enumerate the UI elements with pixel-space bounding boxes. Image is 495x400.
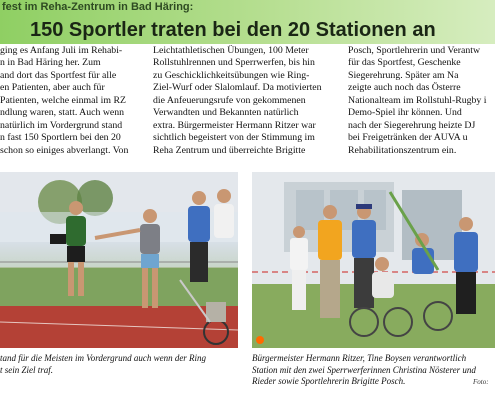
text-line: Posch, Sportlehrerin und Verantw <box>348 45 481 56</box>
text-line: n in Bad Häring her. Zum <box>0 57 101 69</box>
text-line: schon so einiges abverlangt. Von <box>0 144 129 156</box>
photo-sports-field <box>0 172 238 348</box>
text-line: Verwandten und Bekannten natürlich <box>153 107 299 119</box>
text-line: n fast 150 Sportlern bei den 20 <box>0 132 121 144</box>
text-line: Ziel-Wurf oder Slalomlauf. Da motivierten <box>153 82 322 94</box>
text-line: Rehabilitationszentrum ein. <box>348 144 457 156</box>
caption-line: Station mit den zwei Sperrwerferinnen Christina Nösterer und <box>252 364 476 375</box>
text-line: bei Freigetränken der AUVA u <box>348 132 468 144</box>
caption-line: Rieder sowie Sportlehrerin Brigitte Posch. <box>252 376 406 386</box>
text-line: and dort das Sportfest für alle <box>0 69 117 81</box>
text-line: Rollstuhlrennen und Sperrwerfen, bis hin <box>153 57 315 69</box>
article-column-2 <box>153 45 335 157</box>
text-line: Reha Zentrum und überreichte Brigitte <box>153 144 306 156</box>
photo-credit: Foto: <box>473 378 489 386</box>
photo-group-portrait-illustration <box>252 172 495 348</box>
caption-left <box>0 353 238 376</box>
caption-right <box>252 353 495 388</box>
text-line: für das Sportfest, Geschenke <box>348 57 461 69</box>
photo-group-portrait <box>252 172 495 348</box>
text-line: nach der Siegerehrung heizte DJ <box>348 119 476 131</box>
text-line: sichtlich begeistert von der Stimmung im <box>153 132 315 144</box>
caption-line: tand für die Meisten im Vordergrund auch wenn der Ring <box>0 353 207 363</box>
text-line: ndlung waren, statt. Auch wenn <box>0 107 125 119</box>
caption-line: Bürgermeister Hermann Ritzer, Tine Boysen verantwortlich <box>252 353 467 363</box>
text-line: Siegerehrung. Später am Na <box>348 69 459 81</box>
text-line: Demo-Spiel ihr können. Und <box>348 107 462 119</box>
text-line: zeigte auch noch das Österre <box>348 82 461 94</box>
article-column-1 <box>0 45 140 157</box>
text-line: Patienten, welche einmal im RZ <box>0 94 126 106</box>
text-line: zu Geschicklichkeitsübungen wie Ring- <box>153 69 310 81</box>
headline-banner <box>0 0 495 44</box>
caption-line: t sein Ziel traf. <box>0 364 54 375</box>
text-line: Nationalteam im Rollstuhl-Rugby i <box>348 94 487 106</box>
text-line: ging es Anfang Juli im Rehabi- <box>0 45 123 56</box>
article-kicker: fest im Reha-Zentrum in Bad Häring: <box>2 1 194 13</box>
article-headline: 150 Sportler traten bei den 20 Stationen an <box>30 19 436 41</box>
photo-sports-field-illustration <box>0 172 238 348</box>
article-column-3 <box>348 45 495 157</box>
text-line: die Anfeuerungsrufe von gekommenen <box>153 94 306 106</box>
text-line: en Patienten, aber auch für <box>0 82 105 94</box>
text-line: Leichtathletischen Übungen, 100 Meter <box>153 45 309 56</box>
text-line: natürlich im Vordergrund stand <box>0 119 123 131</box>
text-line: extra. Bürgermeister Hermann Ritzer war <box>153 119 316 131</box>
